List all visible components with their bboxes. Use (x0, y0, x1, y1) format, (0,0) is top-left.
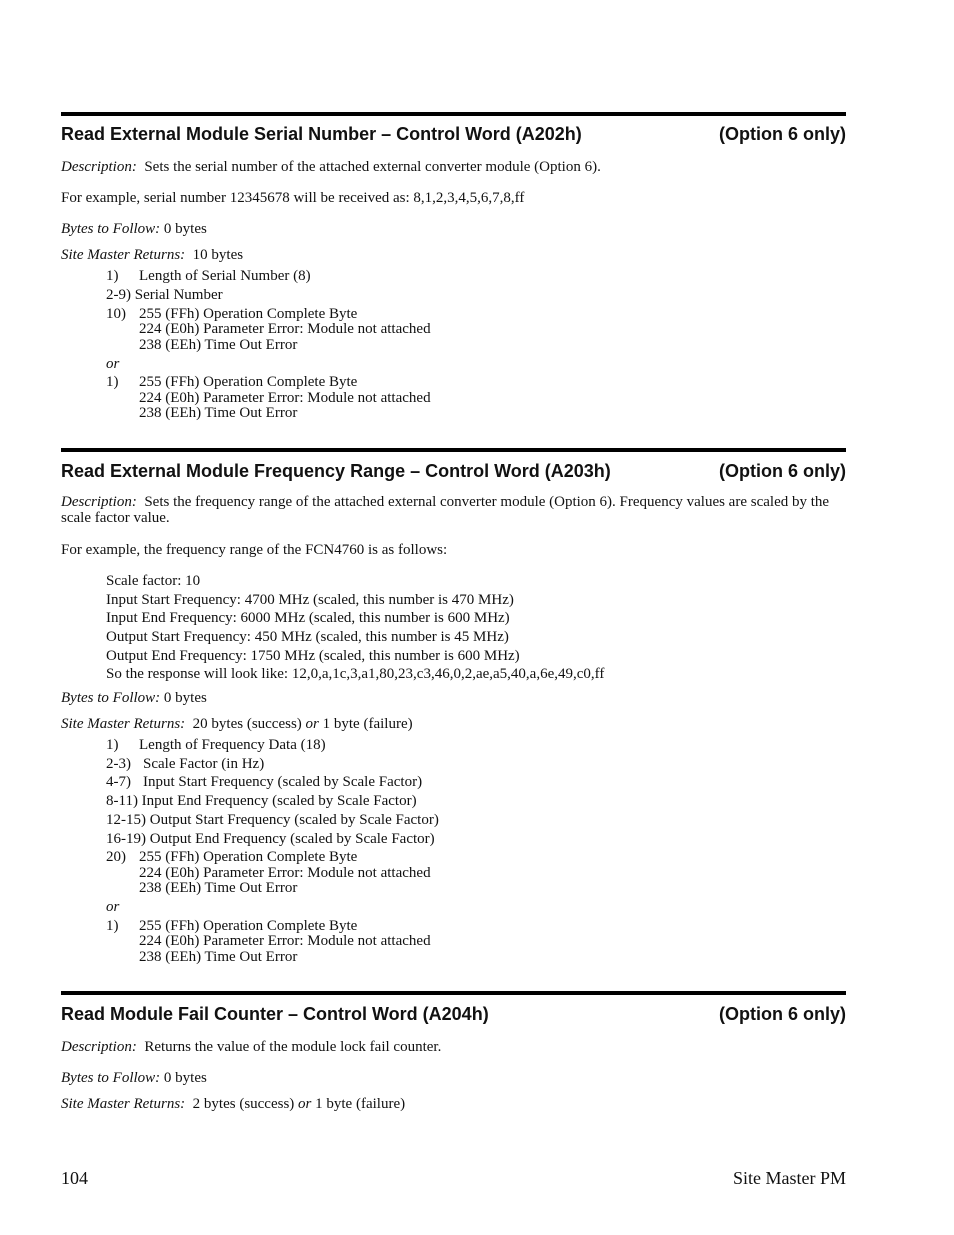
returns-value: 10 bytes (192, 247, 244, 263)
description (61, 495, 846, 526)
list-item-text: 255 (FFh) Operation Complete Byte (139, 374, 358, 390)
description-label: Description: (61, 1039, 137, 1055)
example-text: For example, serial number 12345678 will be received as: 8,1,2,3,4,5,6,7,8,ff (61, 190, 525, 206)
example-line: Input Start Frequency: 4700 MHz (scaled, this number is 470 MHz) (106, 592, 514, 608)
bytes-to-follow-label: Bytes to Follow: (61, 690, 161, 706)
description-label: Description: (61, 494, 137, 510)
list-item-text: 255 (FFh) Operation Complete Byte (139, 918, 358, 934)
list-item-text: 255 (FFh) Operation Complete Byte (139, 849, 358, 865)
list-item-text: 238 (EEh) Time Out Error (139, 880, 298, 896)
bytes-to-follow-label: Bytes to Follow: (61, 221, 161, 237)
example-line: Output End Frequency: 1750 MHz (scaled, this number is 600 MHz) (106, 648, 520, 664)
section-rule (61, 991, 846, 995)
list-item-text: Input Start Frequency (scaled by Scale Factor) (143, 774, 423, 790)
list-item-text: 224 (E0h) Parameter Error: Module not attached (139, 390, 431, 406)
example-line: Input End Frequency: 6000 MHz (scaled, this number is 600 MHz) (106, 610, 510, 626)
section-title: Read External Module Frequency Range – Control Word (A203h) (61, 461, 611, 481)
list-item-text: 238 (EEh) Time Out Error (139, 337, 298, 353)
list-item-text: 224 (E0h) Parameter Error: Module not attached (139, 865, 431, 881)
option-note: (Option 6 only) (719, 124, 846, 144)
returns-label: Site Master Returns: (61, 1096, 186, 1112)
list-item-number: 1) (106, 374, 119, 390)
description-text: Returns the value of the module lock fail counter. (144, 1039, 442, 1055)
list-item: 12-15) Output Start Frequency (scaled by Scale Factor) (106, 812, 439, 828)
example-line: Scale factor: 10 (106, 573, 201, 589)
list-item-number: 2-3) (106, 756, 131, 772)
returns-or: or (298, 1096, 312, 1112)
section-title: Read External Module Serial Number – Control Word (A202h) (61, 124, 582, 144)
page-number: 104 (61, 1168, 88, 1188)
site-master-returns (61, 716, 413, 732)
section-rule (61, 112, 846, 116)
returns-or: or (305, 716, 319, 732)
description-text: Sets the frequency range of the attached external converter module (Option 6). Frequency values are scaled by the scale factor value. (61, 494, 830, 526)
bytes-to-follow (61, 690, 207, 706)
bytes-to-follow (61, 221, 207, 237)
footer-doc-title: Site Master PM (732, 1168, 846, 1188)
site-master-returns (61, 1096, 405, 1112)
list-item-number: 20) (106, 849, 126, 865)
list-item-text: Scale Factor (in Hz) (143, 756, 265, 772)
list-item-text: 255 (FFh) Operation Complete Byte (139, 306, 358, 322)
returns-label: Site Master Returns: (61, 716, 186, 732)
or-separator: or (106, 899, 120, 915)
returns-value: 2 bytes (success) (192, 1096, 295, 1112)
returns-label: Site Master Returns: (61, 247, 186, 263)
or-separator: or (106, 356, 120, 372)
description (61, 1039, 441, 1055)
list-item: 8-11) Input End Frequency (scaled by Scale Factor) (106, 793, 417, 809)
example-text: For example, the frequency range of the FCN4760 is as follows: (61, 542, 448, 558)
returns-value-alt: 1 byte (failure) (322, 716, 413, 732)
list-item: 16-19) Output End Frequency (scaled by Scale Factor) (106, 831, 435, 847)
list-item-number: 10) (106, 306, 126, 322)
list-item-text: Length of Serial Number (8) (139, 268, 311, 284)
list-item-number: 1) (106, 918, 119, 934)
list-item-number: 1) (106, 268, 119, 284)
example-line: Output Start Frequency: 450 MHz (scaled, this number is 45 MHz) (106, 629, 509, 645)
description (61, 159, 601, 175)
section-rule (61, 448, 846, 452)
bytes-to-follow-label: Bytes to Follow: (61, 1070, 161, 1086)
description-text: Sets the serial number of the attached external converter module (Option 6). (144, 159, 601, 175)
list-item-number: 4-7) (106, 774, 131, 790)
bytes-to-follow-value: 0 bytes (163, 690, 207, 706)
bytes-to-follow (61, 1070, 207, 1086)
site-master-returns (61, 247, 243, 263)
list-item-text: 238 (EEh) Time Out Error (139, 949, 298, 965)
option-note: (Option 6 only) (719, 461, 846, 481)
returns-value: 20 bytes (success) (192, 716, 302, 732)
returns-value-alt: 1 byte (failure) (315, 1096, 406, 1112)
option-note: (Option 6 only) (719, 1004, 846, 1024)
description-label: Description: (61, 159, 137, 175)
list-item-text: Length of Frequency Data (18) (139, 737, 326, 753)
list-item-text: 224 (E0h) Parameter Error: Module not attached (139, 321, 431, 337)
bytes-to-follow-value: 0 bytes (163, 221, 207, 237)
example-line: So the response will look like: 12,0,a,1c,3,a1,80,23,c3,46,0,2,ae,a5,40,a,6e,49,c0,ff (106, 666, 605, 682)
bytes-to-follow-value: 0 bytes (163, 1070, 207, 1086)
list-item-text: 238 (EEh) Time Out Error (139, 405, 298, 421)
list-item-text: 224 (E0h) Parameter Error: Module not attached (139, 933, 431, 949)
list-item: 2-9) Serial Number (106, 287, 223, 303)
section-title: Read Module Fail Counter – Control Word (A204h) (61, 1004, 489, 1024)
list-item-number: 1) (106, 737, 119, 753)
